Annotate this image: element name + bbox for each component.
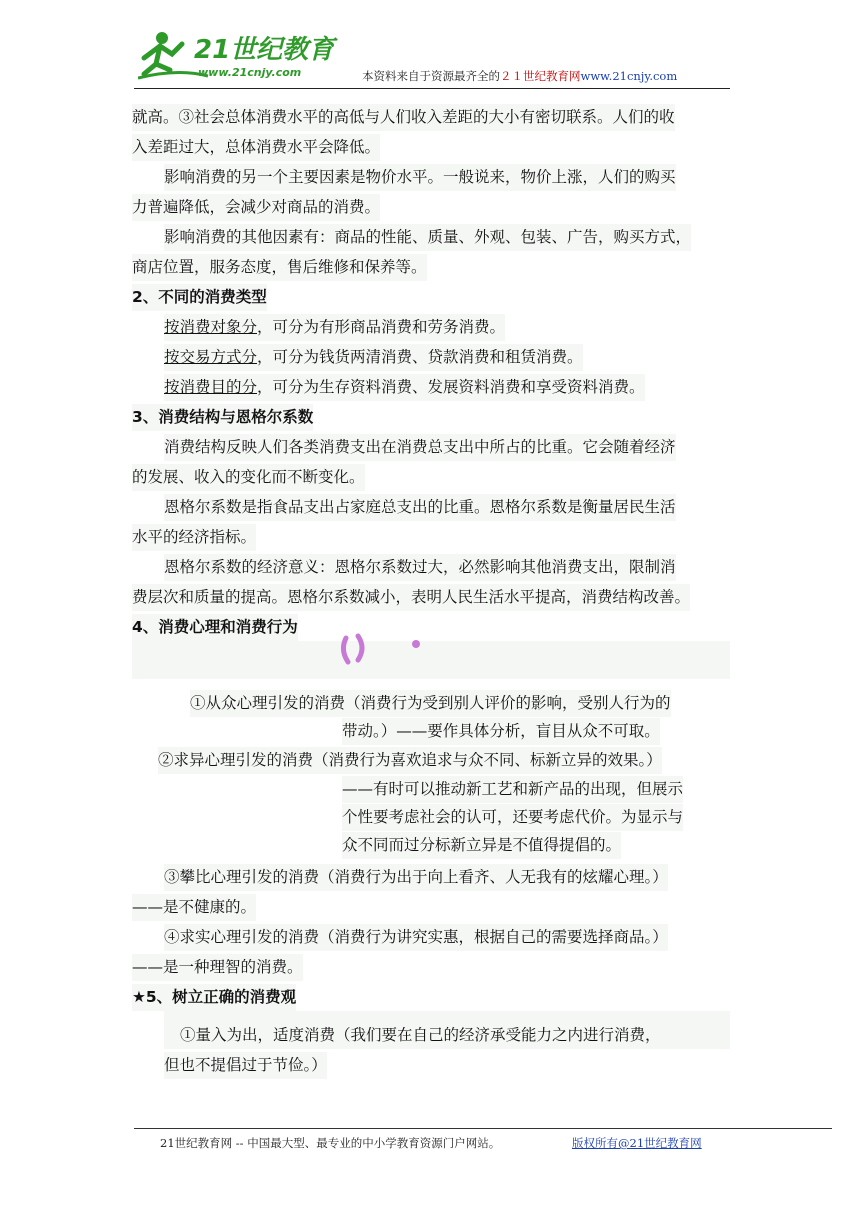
sec5-line-1: ①量入为出，适度消费（我们要在自己的经济承受能力之内进行消费， (180, 1022, 661, 1049)
shaded-band (132, 641, 730, 679)
sec3-line-2: 的发展、收入的变化而不断变化。 (132, 464, 365, 491)
header-note-prefix: 本资料来自于资源最齐全的 (362, 69, 500, 83)
footer-text: 21世纪教育网 -- 中国最大型、最专业的中小学教育资源门户网站。 (160, 1136, 501, 1150)
body-line-5: 影响消费的其他因素有：商品的性能、质量、外观、包装、广告，购买方式， (164, 224, 691, 251)
logo-text: 21世纪教育 (194, 35, 335, 65)
footer-divider (134, 1128, 832, 1129)
sec2-item-3-text: ，可分为生存资料消费、发展资料消费和享受资料消费。 (257, 378, 645, 396)
sec4-line-8: ——是不健康的。 (132, 894, 256, 921)
sec3-line-5: 恩格尔系数的经济意义：恩格尔系数过大，必然影响其他消费支出，限制消 (164, 554, 676, 581)
header-note-url[interactable]: www.21cnjy.com (580, 69, 678, 83)
body-line-6: 商店位置，服务态度，售后维修和保养等。 (132, 254, 427, 281)
sec4-line-6: 众不同而过分标新立异是不值得提倡的。 (342, 832, 621, 859)
section-4-heading: 4、消费心理和消费行为 (132, 614, 298, 641)
sec4-line-1: ①从众心理引发的消费（消费行为受到别人评价的影响，受别人行为的 (190, 690, 671, 717)
body-line-2: 入差距过大，总体消费水平会降低。 (132, 134, 380, 161)
body-line-1: 就高。③社会总体消费水平的高低与人们收入差距的大小有密切联系。人们的收 (132, 104, 675, 131)
sec2-item-2-label: 按交易方式分 (164, 348, 258, 366)
section-3-heading: 3、消费结构与恩格尔系数 (132, 404, 313, 431)
sec2-item-1-text: ，可分为有形商品消费和劳务消费。 (257, 318, 506, 336)
sec4-line-2: 带动。）——要作具体分析，盲目从众不可取。 (342, 718, 660, 745)
sec2-item-3 (164, 374, 645, 401)
sec5-line-2: 但也不提倡过于节俭。） (164, 1052, 327, 1079)
section-5-heading: ★5、树立正确的消费观 (132, 984, 296, 1011)
header-note-brand: ２１世纪教育网 (500, 69, 581, 83)
header-note (362, 68, 677, 84)
logo-url: www.21cnjy.com (198, 66, 302, 79)
sec4-line-9: ④求实心理引发的消费（消费行为讲究实惠，根据自己的需要选择商品。） (164, 924, 668, 951)
sec3-line-1: 消费结构反映人们各类消费支出在消费总支出中所占的比重。它会随着经济 (164, 434, 676, 461)
decorative-mark-icon (336, 630, 426, 666)
sec2-item-1-label: 按消费对象分 (164, 318, 258, 336)
runner-logo-icon (138, 28, 338, 82)
footer-copyright-link[interactable]: 版权所有@21世纪教育网 (572, 1136, 702, 1150)
sec4-line-5: 个性要考虑社会的认可，还要考虑代价。为显示与 (342, 804, 683, 831)
body-line-4: 力普遍降低，会减少对商品的消费。 (132, 194, 380, 221)
sec3-line-6: 费层次和质量的提高。恩格尔系数减小，表明人民生活水平提高，消费结构改善。 (132, 584, 690, 611)
sec2-item-1 (164, 314, 505, 341)
sec2-item-3-label: 按消费目的分 (164, 378, 258, 396)
section-2-heading: 2、不同的消费类型 (132, 284, 267, 311)
sec4-line-7: ③攀比心理引发的消费（消费行为出于向上看齐、人无我有的炫耀心理。） (164, 864, 668, 891)
header-divider (134, 88, 730, 89)
sec4-line-3: ②求异心理引发的消费（消费行为喜欢追求与众不同、标新立异的效果。） (158, 747, 662, 774)
body-line-3: 影响消费的另一个主要因素是物价水平。一般说来，物价上涨，人们的购买 (164, 164, 676, 191)
sec4-line-4: ——有时可以推动新工艺和新产品的出现，但展示 (342, 776, 683, 803)
site-logo (138, 28, 338, 82)
sec2-item-2 (164, 344, 583, 371)
sec3-line-3: 恩格尔系数是指食品支出占家庭总支出的比重。恩格尔系数是衡量居民生活 (164, 494, 676, 521)
sec4-line-10: ——是一种理智的消费。 (132, 954, 303, 981)
sec2-item-2-text: ，可分为钱货两清消费、贷款消费和租赁消费。 (257, 348, 583, 366)
sec3-line-4: 水平的经济指标。 (132, 524, 256, 551)
